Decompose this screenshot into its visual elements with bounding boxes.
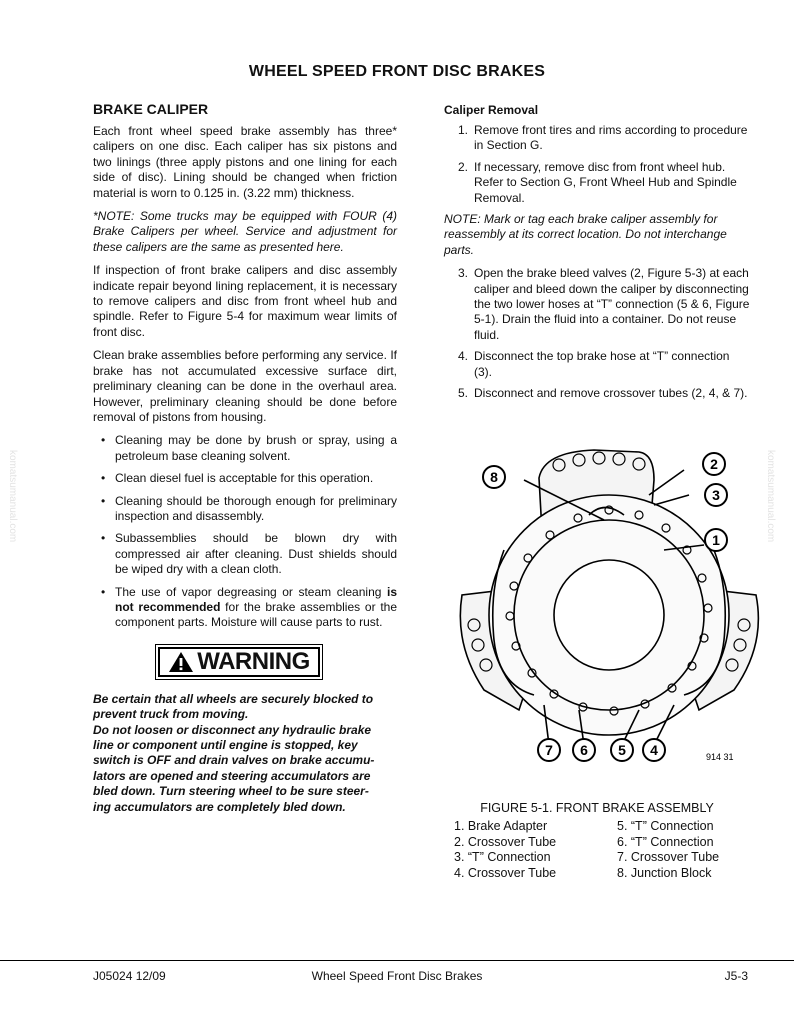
- list-item: 2. If necessary, remove disc from front wheel hub. Refer to Section G, Front Wheel Hub and Spindle Removal.: [458, 159, 737, 205]
- callout-7: 7: [545, 742, 553, 758]
- callout-2: 2: [710, 456, 718, 472]
- note-four-calipers: *NOTE: Some trucks may be equipped with FOUR (4) Brake Calipers per wheel. Service and adjustment for these calipers are the same as presented here.: [93, 209, 397, 254]
- legend-item: 1. Brake Adapter: [454, 819, 548, 833]
- warning-text: Be certain that all wheels are securely blocked to prevent truck from moving. Do not loosen or disconnect any hydraulic brake line or component until engine is stopped, key switch is OFF and drain valves on brake accumu- lators are opened and steering accumulators are bled down. Turn steering wheel to be sure steer- ing accumulators are completely bled down.: [93, 691, 375, 814]
- section-heading: BRAKE CALIPER: [93, 101, 209, 117]
- list-item: 3. Open the brake bleed valves (2, Figure 5-3) at each caliper and bleed down the caliper by disconnecting the two lower hoses at “T” connection (5 & 6, Figure 5-1). Drain the fluid into a container. Do not reuse fluid.: [458, 266, 750, 342]
- removal-steps-b: [444, 266, 750, 401]
- footer-title: Wheel Speed Front Disc Brakes: [311, 969, 483, 983]
- removal-steps-a: [444, 123, 750, 206]
- callout-3: 3: [712, 487, 720, 503]
- list-item: • Subassemblies should be blown dry with compressed air after cleaning. Dust shields should be wiped dry with a clean cloth.: [101, 531, 397, 577]
- list-item: 5. Disconnect and remove crossover tubes (2, 4, & 7).: [458, 386, 748, 401]
- figure-caption: FIGURE 5-1. FRONT BRAKE ASSEMBLY: [480, 801, 714, 815]
- cleaning-paragraph: Clean brake assemblies before performing any service. If brake has not accumulated excessive surface dirt, preliminary cleaning can be done in the overhaul area. However, preliminary cleaning should be done before removal of pistons from housing.: [93, 348, 397, 424]
- callout-5: 5: [618, 742, 626, 758]
- intro-paragraph: Each front wheel speed brake assembly has three* calipers on one disc. Each caliper has six pistons and two linings (three apply pistons and one lining for each side of disc). Lining should be changed when friction material is worn to 0.125 in. (3.22 mm) thickness.: [93, 124, 397, 200]
- page-number: J5-3: [724, 969, 748, 983]
- list-item: 4. Disconnect the top brake hose at “T” connection (3).: [458, 349, 730, 379]
- figure-code: 914 31: [706, 752, 734, 762]
- watermark-right: komatsumanual.com: [765, 450, 776, 543]
- legend-item: 7. Crossover Tube: [617, 850, 720, 865]
- cleaning-bullets: [93, 433, 397, 630]
- doc-code: J05024 12/09: [93, 969, 166, 983]
- subsection-heading: Caliper Removal: [444, 103, 539, 117]
- note-mark-calipers: NOTE: Mark or tag each brake caliper assembly for reassembly at its correct location. Do not interchange parts.: [444, 212, 727, 257]
- figure-legend: [454, 819, 754, 881]
- legend-item: 5. “T” Connection: [617, 819, 714, 833]
- page-title: WHEEL SPEED FRONT DISC BRAKES: [248, 63, 546, 80]
- warning-sign: [155, 644, 323, 680]
- warning-label: WARNING: [197, 647, 310, 675]
- legend-item: 6. “T” Connection: [617, 834, 714, 849]
- list-item: • The use of vapor degreasing or steam cleaning is not recommended for the brake assemblies or the component parts. Moisture will cause parts to rust.: [101, 584, 397, 630]
- list-item: • Clean diesel fuel is acceptable for this operation.: [101, 471, 374, 486]
- watermark-left: komatsumanual.com: [7, 450, 18, 543]
- footer-rule: [0, 960, 794, 961]
- left-column: [93, 101, 397, 815]
- callout-4: 4: [650, 742, 658, 758]
- callout-6: 6: [580, 742, 588, 758]
- legend-item: 8. Junction Block: [617, 865, 712, 880]
- list-item: • Cleaning should be thorough enough for preliminary inspection and disassembly.: [101, 493, 397, 523]
- warning-triangle-icon: [168, 651, 194, 673]
- legend-item: 3. “T” Connection: [454, 850, 551, 865]
- list-item: 1. Remove front tires and rims according to procedure in Section G.: [458, 123, 748, 153]
- right-column: [444, 103, 750, 408]
- list-item: • Cleaning may be done by brush or spray, using a petroleum base cleaning solvent.: [101, 433, 397, 463]
- legend-item: 2. Crossover Tube: [454, 834, 557, 849]
- legend-item: 4. Crossover Tube: [454, 865, 557, 880]
- callout-1: 1: [712, 532, 720, 548]
- callout-8: 8: [490, 469, 498, 485]
- front-brake-assembly-figure: [444, 440, 774, 780]
- inspection-paragraph: If inspection of front brake calipers and disc assembly indicate repair beyond lining replacement, it is necessary to remove calipers and disc from front wheel hub and spindle. Refer to Figure 5-4 for maximum wear limits of front disc.: [93, 263, 397, 339]
